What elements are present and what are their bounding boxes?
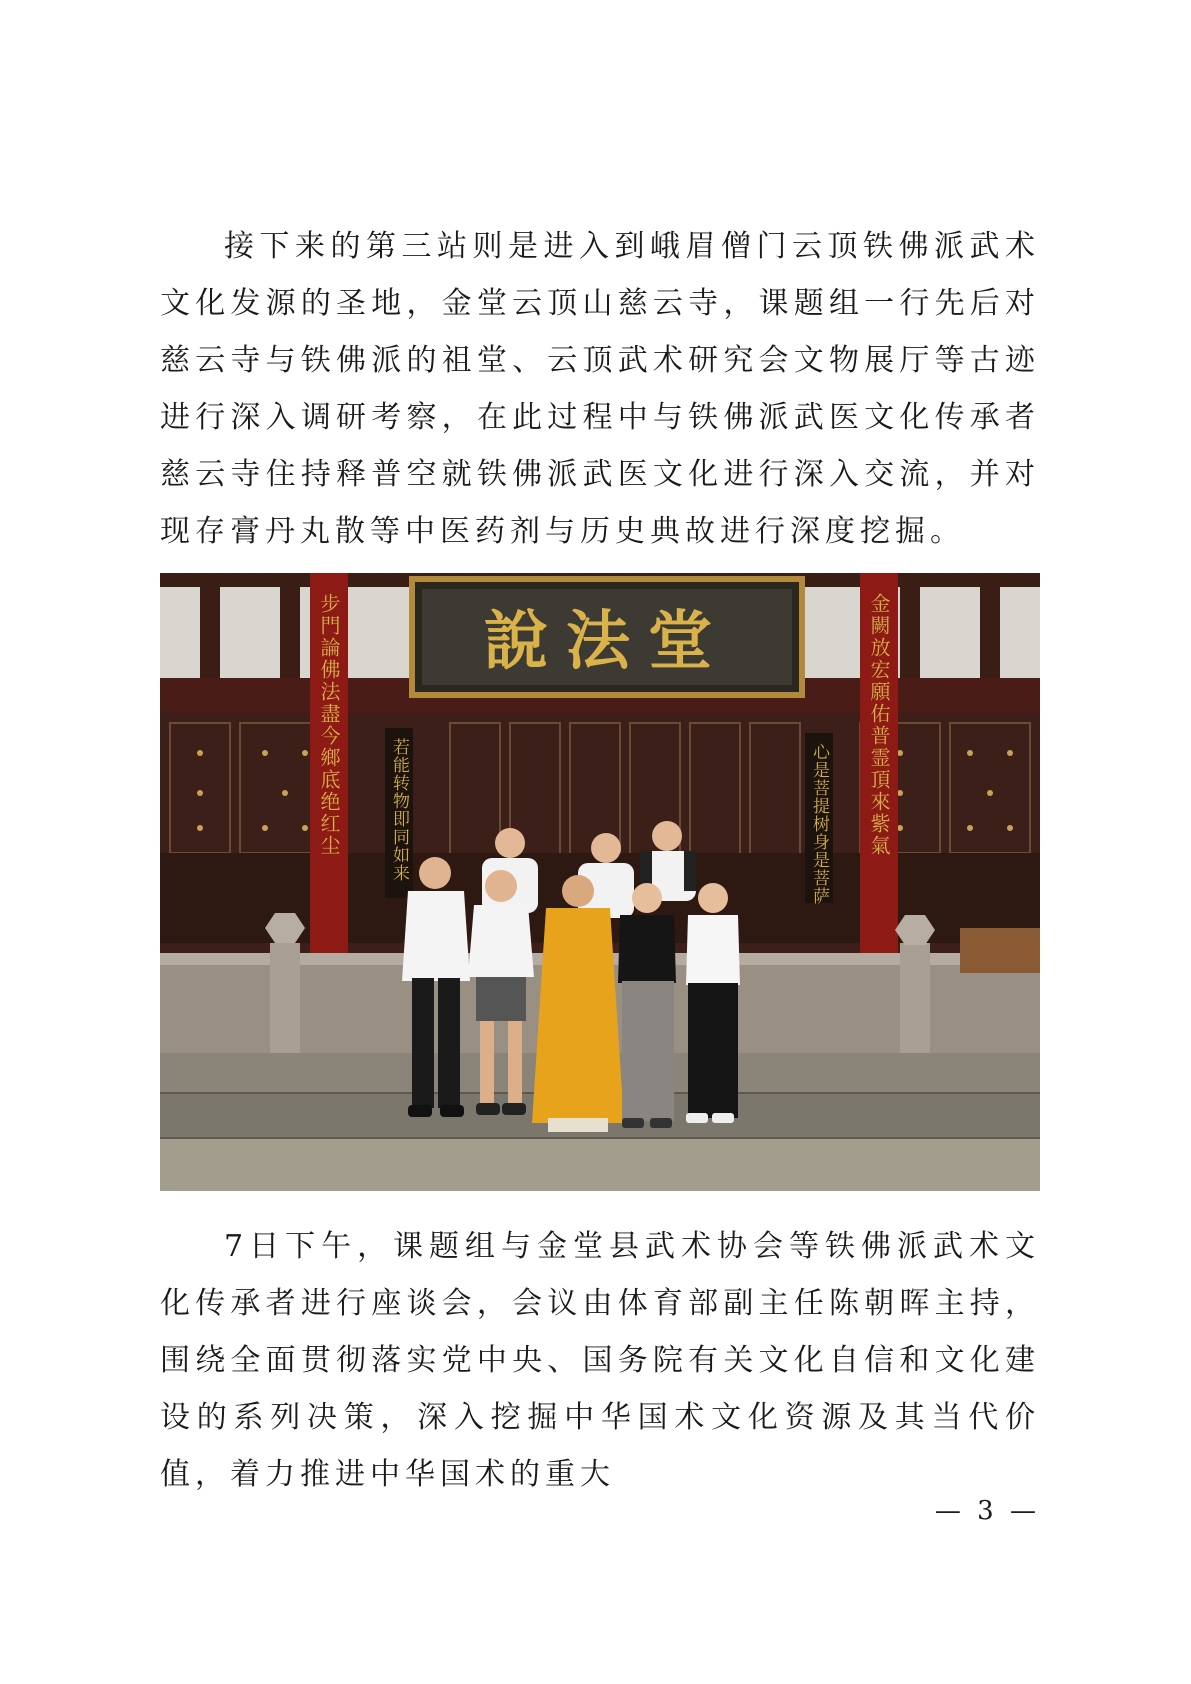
left-inner-couplet: 若能转物即同如来	[389, 738, 409, 882]
left-outer-couplet: 步門論佛法盡今鄉底绝红尘	[317, 593, 341, 857]
body-paragraph-2: 7日下午，课题组与金堂县武术协会等铁佛派武术文化传承者进行座谈会，会议由体育部副主任陈朝晖主持，围绕全面贯彻落实党中央、国务院有关文化自信和文化建设的系列决策，深入挖掘中华国术文化资源及其当代价值，着力推进中华国术的重大	[160, 1229, 1040, 1492]
plaque-text: 說法堂	[484, 604, 730, 679]
group-photo-temple	[160, 573, 1040, 1191]
page-number: — 3 —	[934, 1496, 1040, 1526]
right-outer-couplet: 金闕放宏願佑普霊頂來紫氣	[867, 593, 891, 857]
body-paragraph-1: 接下来的第三站则是进入到峨眉僧门云顶铁佛派武术文化发源的圣地，金堂云顶山慈云寺，课题组一行先后对慈云寺与铁佛派的祖堂、云顶武术研究会文物展厅等古迹进行深入调研考察，在此过程中与铁佛派武医文化传承者慈云寺住持释普空就铁佛派武医文化进行深入交流，并对现存膏丹丸散等中医药剂与历史典故进行深度挖掘。	[160, 229, 1040, 549]
right-inner-couplet: 心是菩提树身是菩萨	[809, 743, 829, 905]
